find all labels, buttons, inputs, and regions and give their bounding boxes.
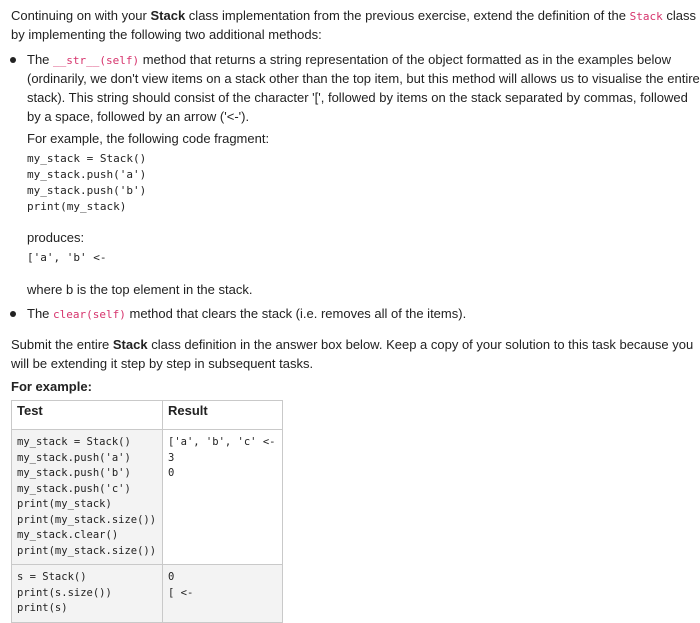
example-intro: For example, the following code fragment: (27, 131, 270, 146)
example-table (11, 400, 283, 623)
table-row (12, 430, 283, 565)
test-code: s = Stack() print(s.size()) print(s) (17, 571, 112, 614)
result-output: ['a', 'b', 'c' <- 3 0 (168, 436, 276, 479)
bullet1-line-3: stack). This string should consist of the character '[', followed by items on the stack separated by commas, followed (27, 90, 688, 105)
table-row (12, 565, 283, 623)
bullet1-line-4: by a space, followed by an arrow ('<-'). (27, 109, 250, 124)
bullet2-line: The clear(self) method that clears the stack (i.e. removes all of the items). (27, 306, 467, 321)
clear-method-code: clear(self) (53, 308, 126, 321)
bullet1-line-1: The __str__(self) method that returns a string representation of the object formatted as in the examples below (27, 52, 671, 67)
for-example-heading: For example: (11, 379, 92, 394)
result-output: 0 [ <- (168, 571, 194, 599)
bullet-dot-2 (10, 311, 16, 317)
str-method-code: __str__(self) (53, 54, 140, 67)
submit-line-2: will be extending it step by step in subsequent tasks. (11, 356, 314, 371)
submit-line-1: Submit the entire Stack class definition in the answer box below. Keep a copy of your solution to this task because you (11, 337, 694, 352)
table-header-row (12, 401, 283, 430)
stack-code: Stack (629, 10, 663, 23)
bullet1-line-2: (ordinarily, we don't view items on a stack other than the top item, but this method will allows us to visualise the entire (27, 71, 700, 86)
test-code: my_stack = Stack() my_stack.push('a') my_stack.push('b') my_stack.push('c') print(my_stack) print(my_stack.size()) my_stack.clear() print(my_stack.size()) (17, 436, 157, 557)
result-cell (163, 565, 283, 623)
example-output: ['a', 'b' <- (27, 251, 107, 264)
intro-line-2: by implementing the following two additional methods: (11, 27, 322, 42)
result-column-header: Result (163, 401, 283, 430)
test-column-header: Test (12, 401, 163, 430)
bullet-dot-1 (10, 57, 16, 63)
produces-label: produces: (27, 230, 85, 245)
stack-bold: Stack (150, 8, 186, 23)
test-cell (12, 565, 163, 623)
result-cell (163, 430, 283, 565)
test-cell (12, 430, 163, 565)
where-note: where b is the top element in the stack. (27, 282, 253, 297)
example-code-block: my_stack = Stack() my_stack.push('a') my_stack.push('b') print(my_stack) (27, 152, 147, 213)
intro-line-1: Continuing on with your Stack class implementation from the previous exercise, extend the definition of the Stack class (11, 8, 696, 23)
